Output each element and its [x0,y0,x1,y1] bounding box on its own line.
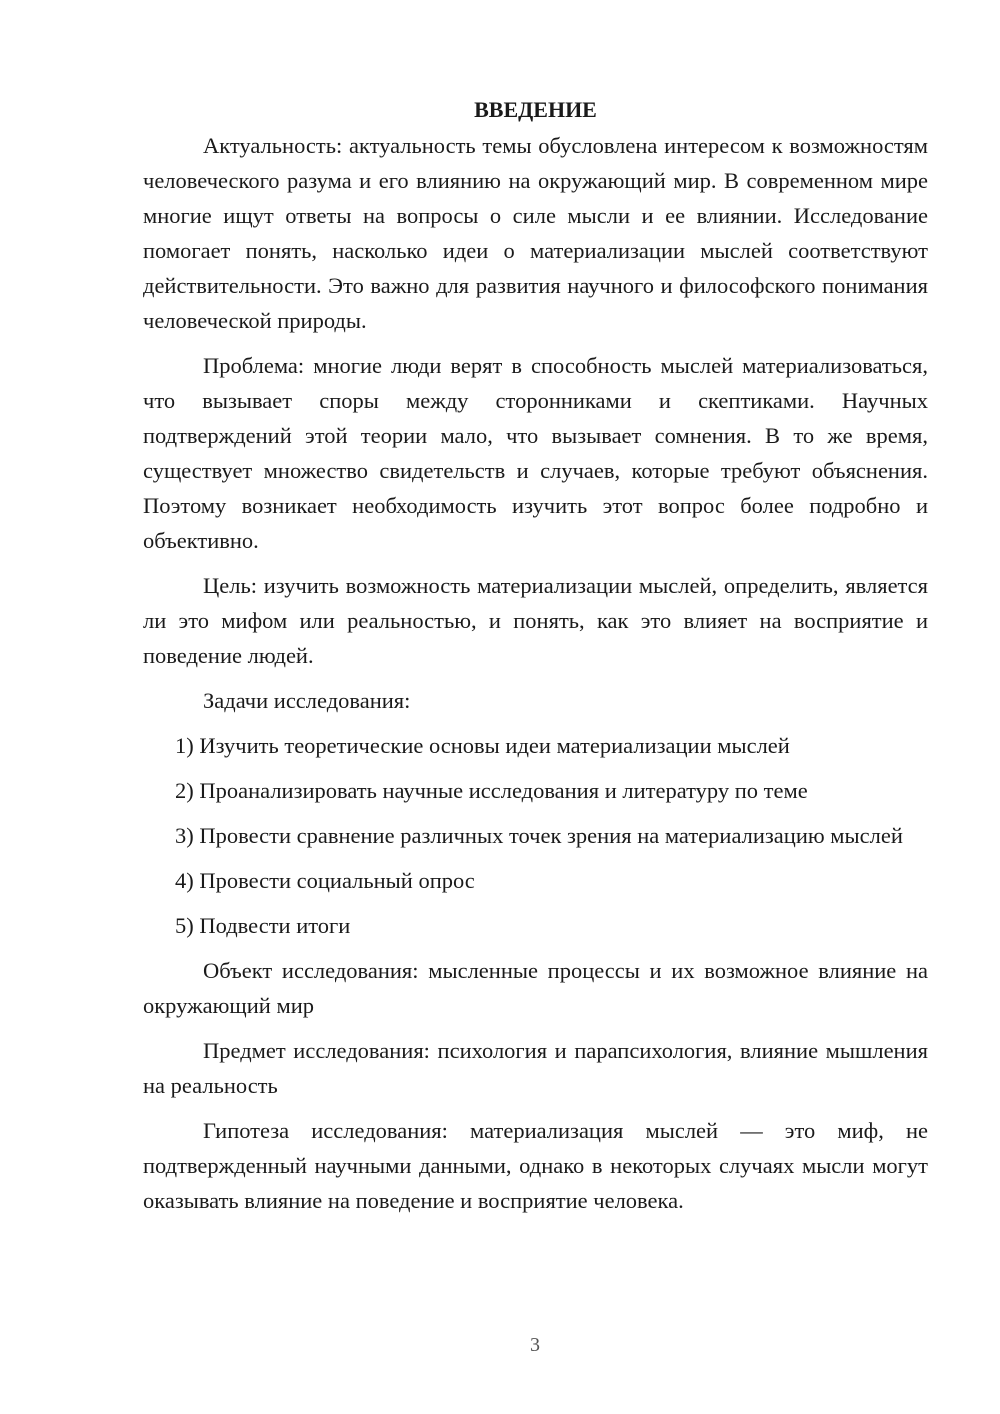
page-number: 3 [530,1334,540,1356]
goal-paragraph: Цель: изучить возможность материализации мыслей, определить, является ли это мифом или реальностью, и понять, как это влияет на восприятие и поведение людей. [143,573,928,668]
task-item-3: 3) Провести сравнение различных точек зрения на материализацию мыслей [175,823,903,848]
document-page [143,92,928,1228]
task-item-1: 1) Изучить теоретические основы идеи материализации мыслей [175,733,790,758]
section-heading: ВВЕДЕНИЕ [474,97,597,122]
task-item-4: 4) Провести социальный опрос [175,868,475,893]
tasks-title: Задачи исследования: [203,688,411,713]
problem-paragraph: Проблема: многие люди верят в способность мыслей материализоваться, что вызывает споры между сторонниками и скептиками. Научных подтверждений этой теории мало, что вызывает сомнения. В то же время, существует множество свидетельств и случаев, которые требуют объяснения. Поэтому возникает необходимость изучить этот вопрос более подробно и объективно. [143,353,928,553]
object-paragraph: Объект исследования: мысленные процессы и их возможное влияние на окружающий мир [143,958,928,1018]
task-item-5: 5) Подвести итоги [175,913,351,938]
task-item-2: 2) Проанализировать научные исследования и литературу по теме [175,778,808,803]
hypothesis-paragraph: Гипотеза исследования: материализация мыслей — это миф, не подтвержденный научными данными, однако в некоторых случаях мысли могут оказывать влияние на поведение и восприятие человека. [143,1118,928,1213]
subject-paragraph: Предмет исследования: психология и парапсихология, влияние мышления на реальность [143,1038,928,1098]
relevance-paragraph: Актуальность: актуальность темы обусловлена интересом к возможностям человеческого разума и его влиянию на окружающий мир. В современном мире многие ищут ответы на вопросы о силе мысли и ее влиянии. Исследование помогает понять, насколько идеи о материализации мыслей соответствуют действительности. Это важно для развития научного и философского понимания человеческой природы. [143,133,928,333]
